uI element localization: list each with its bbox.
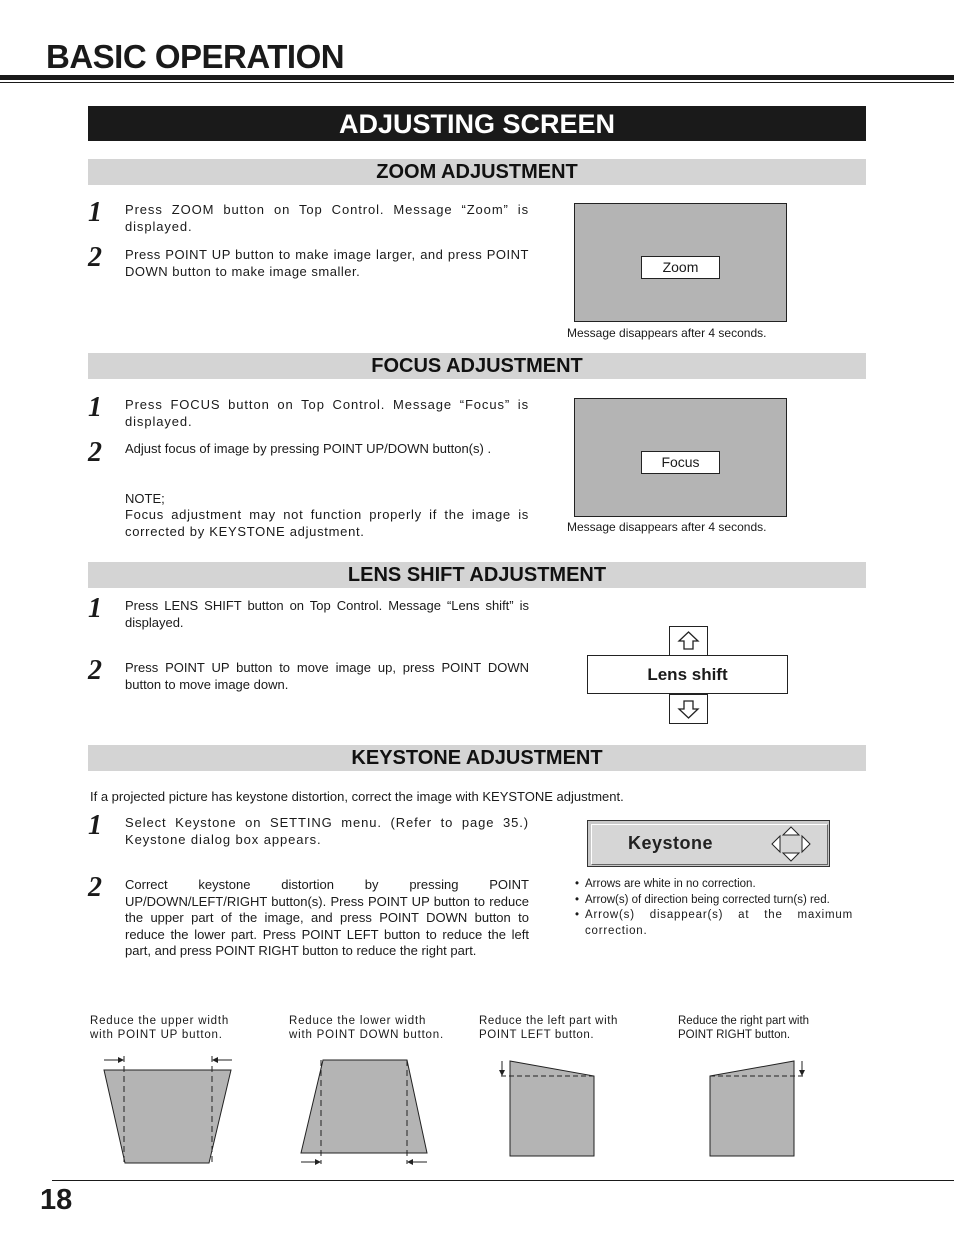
lens-shift-section-heading: LENS SHIFT ADJUSTMENT bbox=[88, 562, 866, 588]
keystone-step-2-number: 2 bbox=[88, 872, 102, 903]
diagram-caption-down: Reduce the lower width with POINT DOWN button. bbox=[289, 1015, 444, 1041]
keystone-diagram-up bbox=[96, 1052, 241, 1167]
focus-screen-illustration bbox=[574, 398, 787, 517]
page-number: 18 bbox=[40, 1184, 73, 1216]
header-rule bbox=[0, 75, 954, 80]
zoom-screen-illustration bbox=[574, 203, 787, 322]
keystone-section-heading: KEYSTONE ADJUSTMENT bbox=[88, 745, 866, 771]
header-rule-thin bbox=[0, 82, 954, 83]
keystone-intro: If a projected picture has keystone distortion, correct the image with KEYSTONE adjustment. bbox=[90, 789, 624, 804]
lens-shift-step-1-text: Press LENS SHIFT button on Top Control. Message “Lens shift” is displayed. bbox=[125, 598, 529, 630]
zoom-caption: Message disappears after 4 seconds. bbox=[567, 326, 767, 340]
focus-section-heading: FOCUS ADJUSTMENT bbox=[88, 353, 866, 379]
page-banner: ADJUSTING SCREEN bbox=[88, 106, 866, 141]
keystone-diagram-down bbox=[296, 1052, 441, 1167]
keystone-diagram-right bbox=[704, 1055, 809, 1160]
keystone-diagram-left bbox=[496, 1055, 601, 1160]
lens-shift-step-1-number: 1 bbox=[88, 593, 102, 624]
keystone-note: • Arrow(s) of direction being corrected turn(s) red. bbox=[575, 893, 853, 909]
keystone-note: • Arrows are white in no correction. bbox=[575, 877, 853, 893]
zoom-message-box: Zoom bbox=[641, 256, 720, 279]
focus-note-text: Focus adjustment may not function properly if the image is corrected by KEYSTONE adjustment. bbox=[125, 507, 529, 539]
keystone-notes-list bbox=[575, 877, 853, 939]
arrow-up-icon bbox=[669, 626, 708, 656]
diagram-caption-left: Reduce the left part with POINT LEFT button. bbox=[479, 1015, 619, 1041]
keystone-arrows-icon bbox=[770, 826, 812, 868]
footer-rule bbox=[52, 1180, 954, 1181]
arrow-down-icon bbox=[669, 694, 708, 724]
lens-shift-step-2-number: 2 bbox=[88, 655, 102, 686]
focus-step-1-number: 1 bbox=[88, 392, 102, 423]
zoom-section-heading: ZOOM ADJUSTMENT bbox=[88, 159, 866, 185]
lens-shift-step-2-text: Press POINT UP button to move image up, press POINT DOWN button to move image down. bbox=[125, 660, 529, 692]
keystone-step-2-text: Correct keystone distortion by pressing POINT UP/DOWN/LEFT/RIGHT button(s). Press POINT UP button to reduce the upper part of the image, and press POINT DOWN button to reduce the lower part. Press POINT LEFT button to reduce the left part, and press POINT RIGHT button to reduce the right part. bbox=[125, 877, 529, 958]
keystone-dialog-label: Keystone bbox=[628, 833, 714, 853]
zoom-step-1-text: Press ZOOM button on Top Control. Message “Zoom” is displayed. bbox=[125, 202, 529, 234]
keystone-step-1-number: 1 bbox=[88, 810, 102, 841]
focus-caption: Message disappears after 4 seconds. bbox=[567, 520, 767, 534]
zoom-step-2-text: Press POINT UP button to make image larger, and press POINT DOWN button to make image smaller. bbox=[125, 247, 529, 279]
focus-step-1-text: Press FOCUS button on Top Control. Message “Focus” is displayed. bbox=[125, 397, 529, 429]
focus-step-2-text: Adjust focus of image by pressing POINT UP/DOWN button(s) . bbox=[125, 441, 492, 456]
lens-shift-message-box: Lens shift bbox=[587, 655, 788, 694]
zoom-step-1-number: 1 bbox=[88, 197, 102, 228]
focus-message-box: Focus bbox=[641, 451, 720, 474]
zoom-step-2-number: 2 bbox=[88, 242, 102, 273]
keystone-note: • Arrow(s) disappear(s) at the maximum correction. bbox=[575, 908, 853, 939]
focus-note-label: NOTE; bbox=[125, 491, 165, 506]
diagram-caption-up: Reduce the upper width with POINT UP button. bbox=[90, 1015, 230, 1041]
diagram-caption-right: Reduce the right part with POINT RIGHT button. bbox=[678, 1015, 810, 1041]
focus-step-2-number: 2 bbox=[88, 437, 102, 468]
page-header-title: BASIC OPERATION bbox=[46, 38, 345, 75]
keystone-step-1-text: Select Keystone on SETTING menu. (Refer to page 35.) Keystone dialog box appears. bbox=[125, 815, 529, 847]
keystone-dialog bbox=[587, 820, 830, 867]
